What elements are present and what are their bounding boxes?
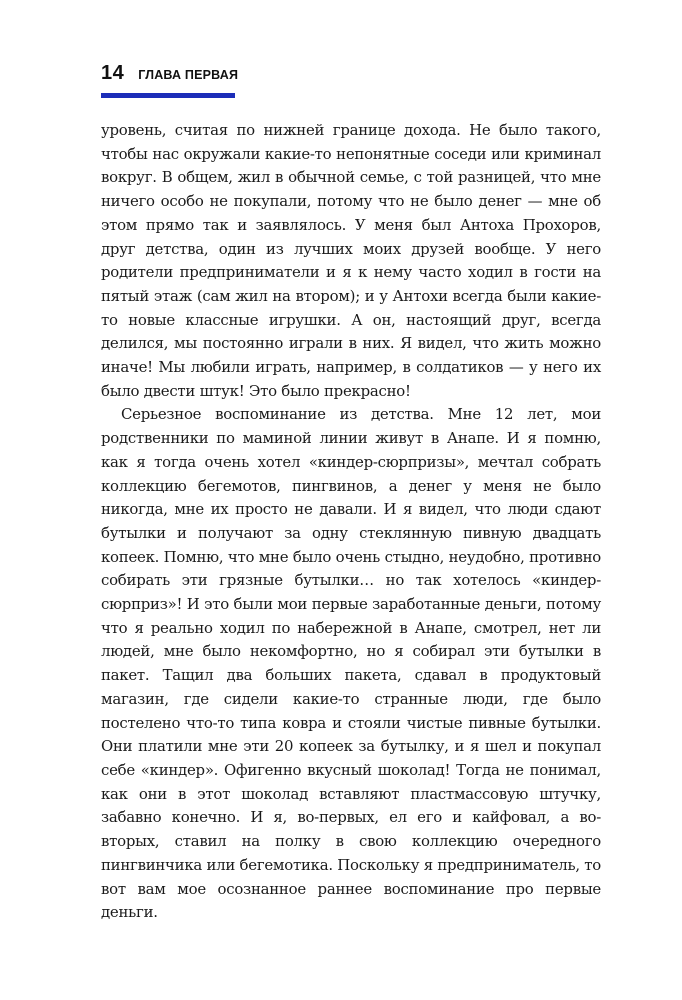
page-number: 14: [101, 62, 125, 84]
chapter-title: ГЛАВА ПЕРВАЯ: [138, 68, 239, 82]
header-rule: [101, 93, 235, 98]
paragraph: уровень, считая по нижней границе дохода. Не было такого, чтобы нас окружали какие-то непонятные соседи или криминал вокруг. В общем, жил в обычной семье, с той разницей, что мне ничего особо не покупали, потому что не было денег — мне об этом прямо так и заявлялось. У меня был Антоха Прохоров, друг детства, один из лучших моих друзей вообще. У него родители предприниматели и я к нему часто ходил в гости на пятый этаж (сам жил на втором); и у Антохи всегда были какие-то новые классные игрушки. А он, настоящий друг, всегда делился, мы постоянно играли в них. Я видел, что жить можно иначе! Мы любили играть, например, в солдатиков — у него их было двести штук! Это было прекрасно!: [101, 121, 601, 400]
page-header: [101, 62, 238, 92]
paragraph: Серьезное воспоминание из детства. Мне 12 лет, мои родственники по маминой линии живут в Анапе. И я помню, как я тогда очень хотел «киндер-сюрпризы», мечтал собрать коллекцию бегемотов, пингвинов, а денег у меня не было никогда, мне их просто не давали. И я видел, что люди сдают бутылки и получают за одну стеклянную пивную двадцать копеек. Помню, что мне было очень стыдно, неудобно, противно собирать эти грязные бутылки… но так хотелось «киндер-сюрприз»! И это были мои первые заработанные деньги, потому что я реально ходил по набережной в Анапе, смотрел, нет ли людей, мне было некомфортно, но я собирал эти бутылки в пакет. Тащил два больших пакета, сдавал в продуктовый магазин, где сидели какие-то странные люди, где было постелено что-то типа ковра и стояли чистые пивные бутылки. Они платили мне эти 20 копеек за бутылку, и я шел и покупал себе «киндер». Офигенно вкусный шоколад! Тогда не понимал, как они в этот шоколад вставляют пластмассовую штучку, забавно конечно. И я, во-первых, ел его и кайфовал, а во-вторых, ставил на полку в свою коллекцию очередного пингвинчика или бегемотика. Поскольку я предприниматель, то вот вам мое осознанное раннее воспоминание про первые деньги.: [101, 405, 602, 922]
body-text: [101, 119, 601, 925]
